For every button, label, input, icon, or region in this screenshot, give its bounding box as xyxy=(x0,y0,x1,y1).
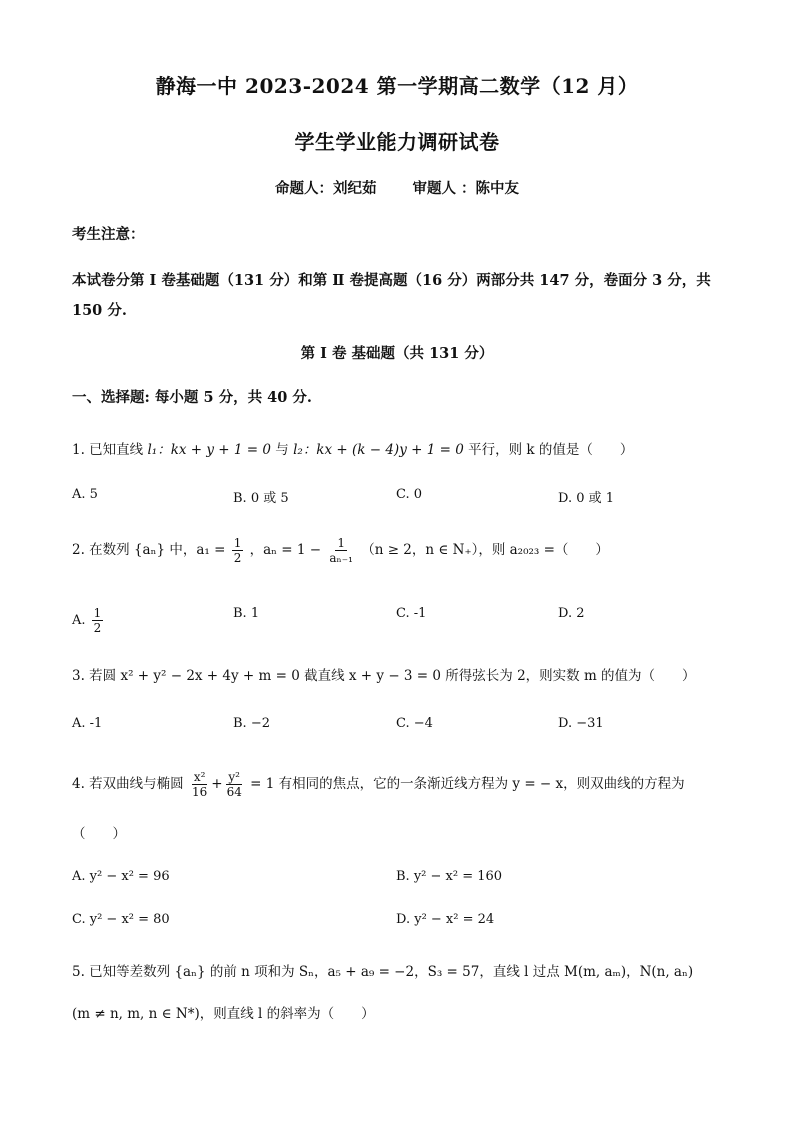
q2-option-b[interactable]: B. 1 xyxy=(233,606,260,621)
q2-option-a-num: 1 xyxy=(93,606,102,620)
q4-tail: = 1 有相同的焦点，它的一条渐近线方程为 y = − x，则双曲线的方程为 xyxy=(250,776,685,792)
setter: 命题人：刘纪茹 xyxy=(274,180,377,197)
q2-tail: （n ≥ 2，n ∈ N₊），则 a₂₀₂₃ =（ ） xyxy=(361,542,609,558)
q1-tail: 平行，则 k 的值是（ ） xyxy=(468,442,634,458)
q2-stem: 2. 在数列 {aₙ} 中，a₁ = xyxy=(72,542,226,558)
q3-option-c[interactable]: C. −4 xyxy=(396,716,433,731)
q2-f2-num: 1 xyxy=(337,536,345,550)
q4-plus: + xyxy=(211,776,223,792)
question-5-continued: (m ≠ n, m, n ∈ N*)，则直线 l 的斜率为（ ） xyxy=(72,1006,375,1022)
section-title: 一、选择题: 每小题 5 分，共 40 分. xyxy=(72,389,312,406)
q4-options-row-1 xyxy=(72,869,732,891)
q4-answer-paren: （ ） xyxy=(72,826,126,842)
q4-f1-den: 16 xyxy=(191,785,208,799)
q4-fraction-2 xyxy=(225,770,244,799)
q2-fraction-1 xyxy=(232,536,244,565)
q2-f2-den: aₙ₋₁ xyxy=(329,551,353,565)
q4-fraction-1 xyxy=(190,770,209,799)
q1-l2: l₂ xyxy=(293,442,303,458)
q4-stem: 4. 若双曲线与椭圆 xyxy=(72,776,184,792)
q2-option-a-den: 2 xyxy=(93,621,102,635)
question-3: 3. 若圆 x² + y² − 2x + 4y + m = 0 截直线 x + y − 3 = 0 所得弦长为 2，则实数 m 的值为（ ） xyxy=(72,668,696,684)
q2-options xyxy=(72,606,732,635)
q3-option-d[interactable]: D. −31 xyxy=(558,716,604,731)
q4-option-a[interactable]: A. y² − x² = 96 xyxy=(72,869,170,884)
reviewer: 审题人 ：陈中友 xyxy=(412,180,520,197)
q2-option-d[interactable]: D. 2 xyxy=(558,606,585,621)
q4-options-row-2 xyxy=(72,912,732,934)
q1-option-c[interactable]: C. 0 xyxy=(396,487,423,502)
q2-f1-den: 2 xyxy=(233,551,242,565)
question-1 xyxy=(72,438,732,458)
q3-option-a[interactable]: A. -1 xyxy=(72,716,103,731)
q3-option-b[interactable]: B. −2 xyxy=(233,716,270,731)
question-4 xyxy=(72,770,732,799)
q2-f1-num: 1 xyxy=(233,536,242,550)
author-line xyxy=(0,177,794,198)
q2-option-c[interactable]: C. -1 xyxy=(396,606,427,621)
q1-option-a[interactable]: A. 5 xyxy=(72,487,98,502)
q1-stem: 1. 已知直线 xyxy=(72,442,144,458)
q1-eq1: ：kx + y + 1 = 0 xyxy=(157,442,271,458)
q1-eq2: ：kx + (k − 4)y + 1 = 0 xyxy=(302,442,464,458)
q2-option-a-label: A. xyxy=(72,613,86,628)
q1-option-b[interactable]: B. 0 或 5 xyxy=(233,491,289,506)
q1-l1: l₁ xyxy=(147,442,158,458)
notice-label: 考生注意： xyxy=(72,226,145,243)
q4-option-d[interactable]: D. y² − x² = 24 xyxy=(396,912,495,927)
notice-text: 本试卷分第 Ⅰ 卷基础题（131 分）和第 Ⅱ 卷提高题（16 分）两部分共 147 分，卷面分 3 分，共 150 分. xyxy=(72,272,711,319)
q2-fraction-2 xyxy=(327,536,355,565)
q1-options xyxy=(72,487,732,509)
q1-option-d[interactable]: D. 0 或 1 xyxy=(558,491,615,506)
q1-mid: 与 xyxy=(275,442,289,458)
q4-f2-den: 64 xyxy=(226,785,242,799)
q2-mid: ，aₙ = 1 − xyxy=(249,542,322,558)
q2-option-a-fraction xyxy=(92,606,104,635)
q4-f1-num: x² xyxy=(193,770,206,784)
q2-option-a[interactable] xyxy=(72,606,105,635)
q4-f2-num: y² xyxy=(228,770,240,784)
exam-title: 静海一中 2023-2024 第一学期高二数学（12 月） xyxy=(155,74,639,98)
q3-options xyxy=(72,716,732,738)
q4-option-b[interactable]: B. y² − x² = 160 xyxy=(396,869,503,884)
q4-option-c[interactable]: C. y² − x² = 80 xyxy=(72,912,170,927)
exam-subtitle: 学生学业能力调研试卷 xyxy=(294,130,500,154)
question-5: 5. 已知等差数列 {aₙ} 的前 n 项和为 Sₙ，a₅ + a₉ = −2，S₃ = 57，直线 l 过点 M(m, aₘ)，N(n, aₙ) xyxy=(72,964,694,980)
part-title: 第 Ⅰ 卷 基础题（共 131 分） xyxy=(300,345,494,362)
question-2 xyxy=(72,536,732,565)
